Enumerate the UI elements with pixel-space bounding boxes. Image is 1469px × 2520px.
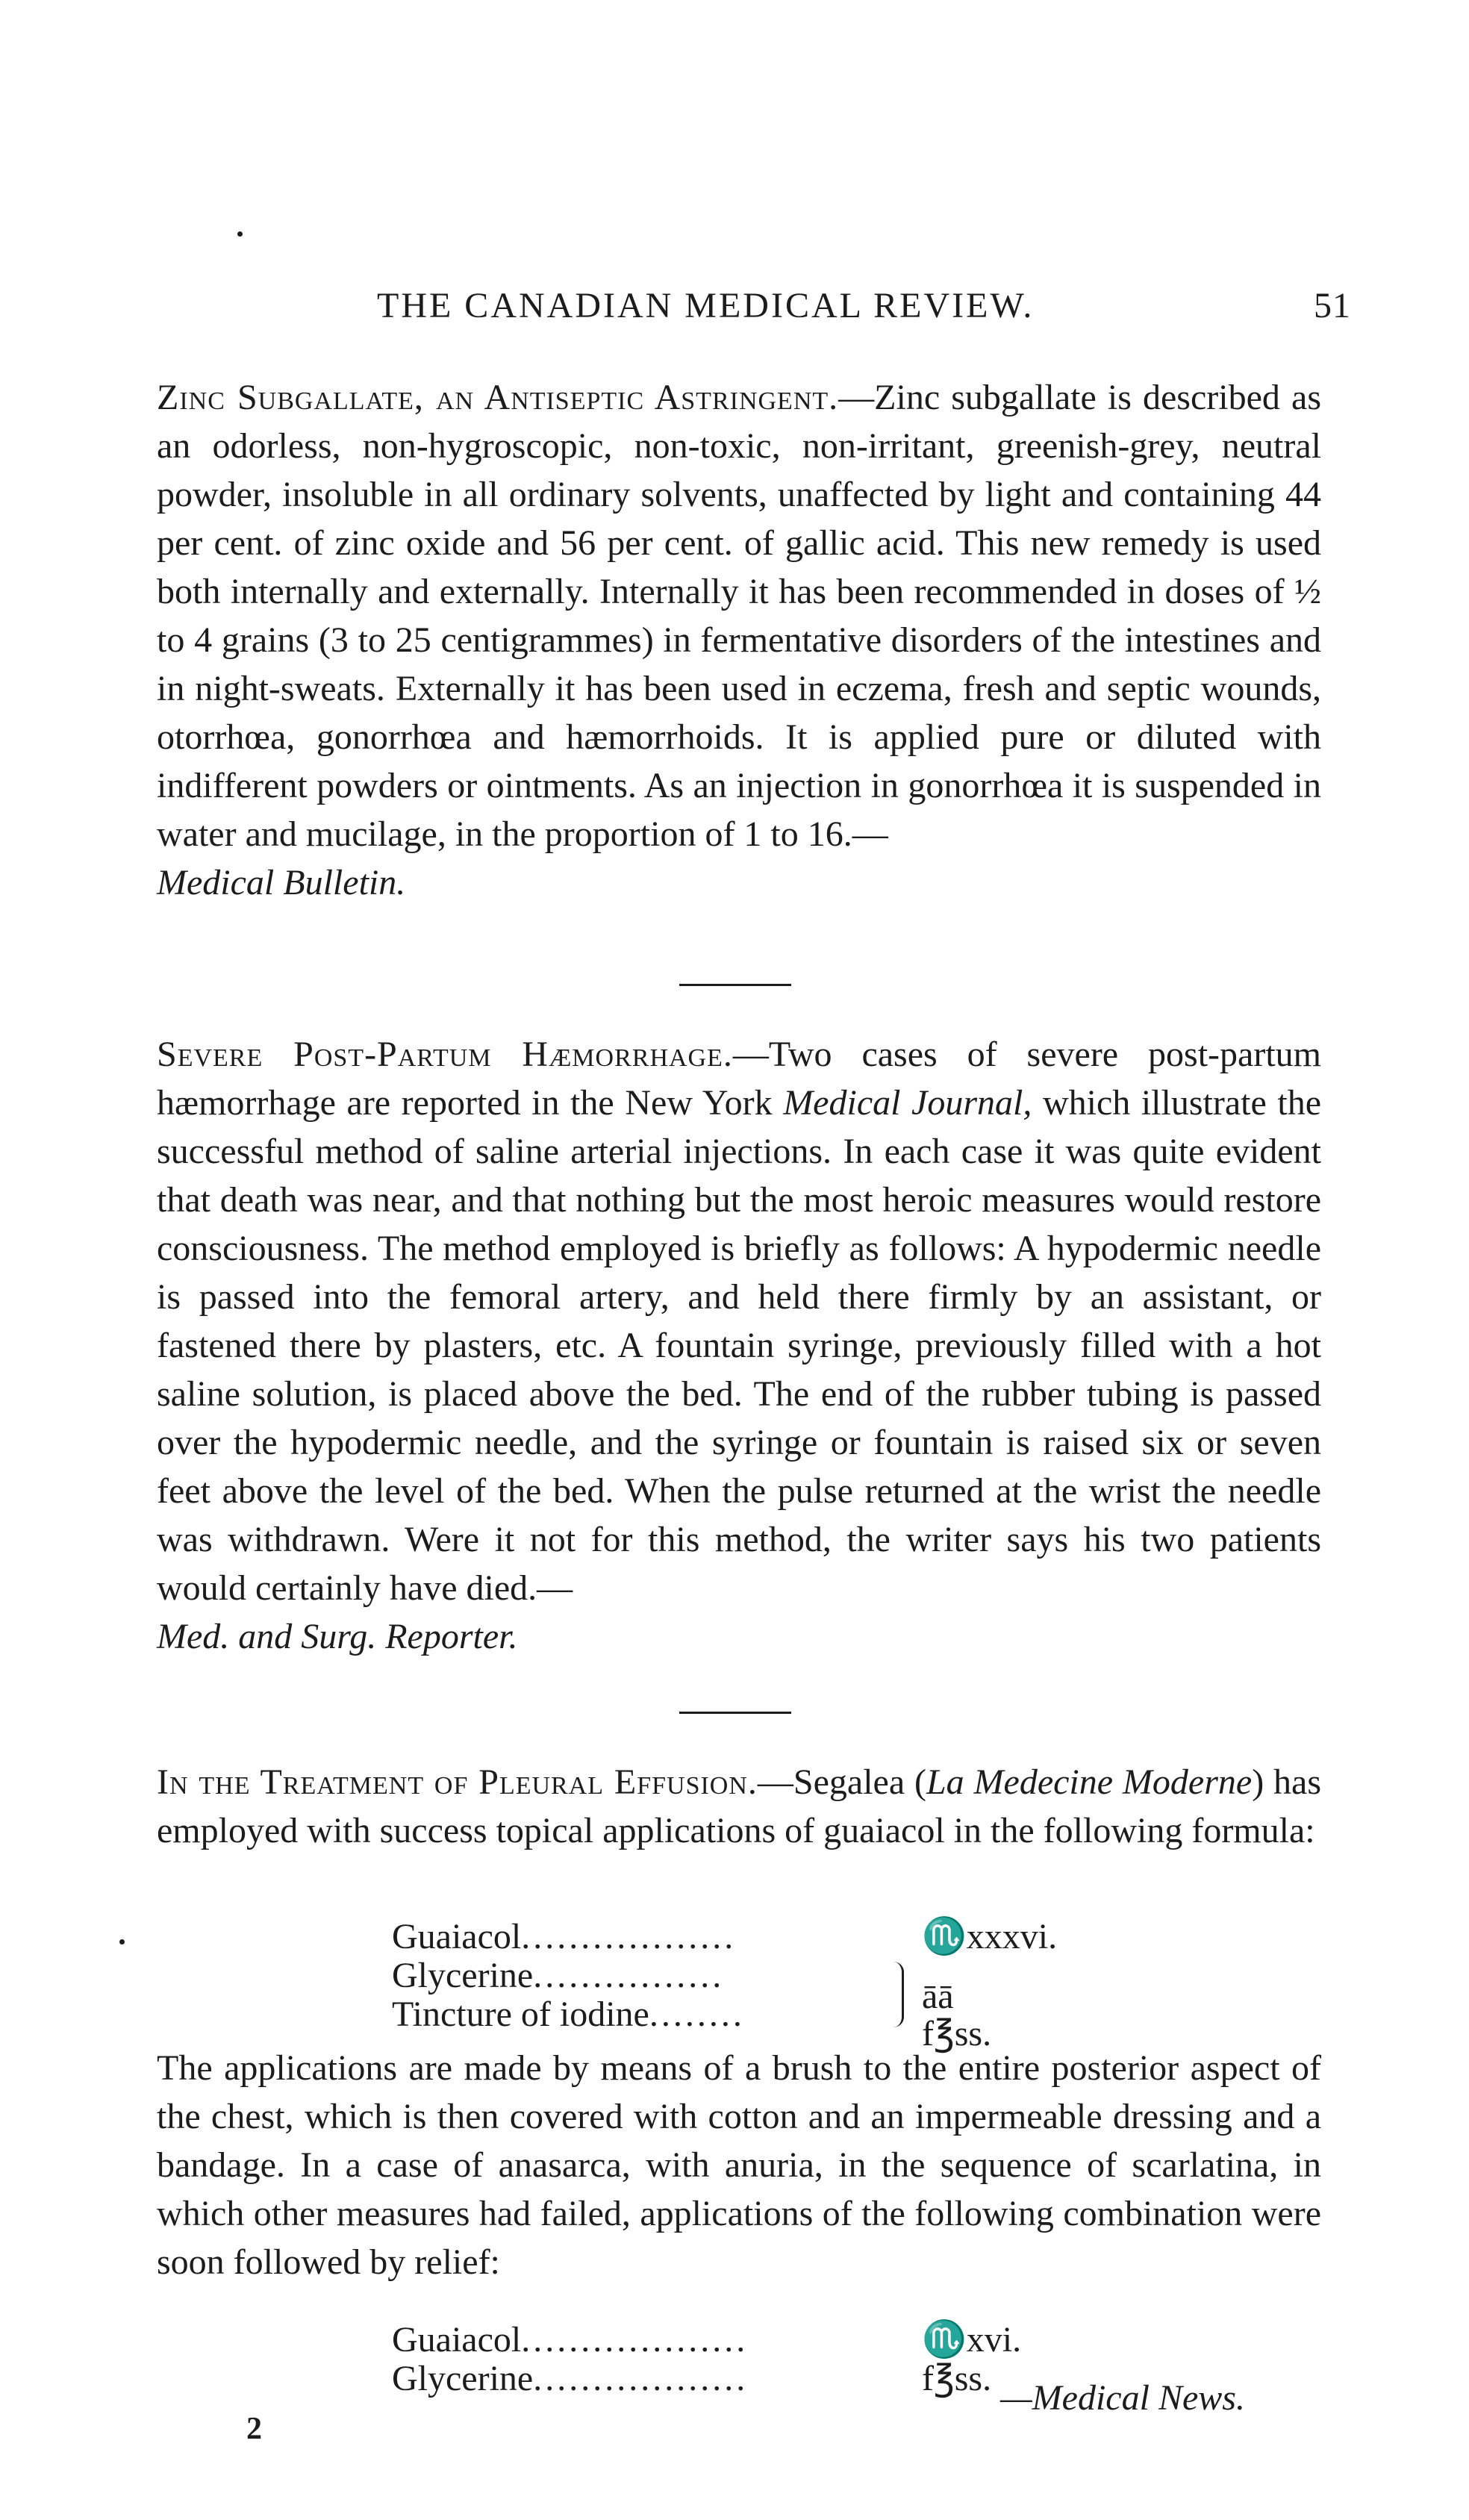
article-paragraph: The applications are made by means of a brush to the entire posterior aspect of the chest, which is then covered with cotton and an impermeable dressing and a bandage. In a case of anasarca, with anuria, in the sequence of scarlatina, in which other measures had failed, applications of the following combination were soon followed by relief: xyxy=(157,2048,1321,2282)
formula-row: Glycerine................ xyxy=(392,1956,725,1995)
formula-row: Guaiacol.................. ♏xxxvi. xyxy=(392,1917,1058,1956)
page-number: 51 xyxy=(1314,286,1351,325)
article-body: ) has employed with success topical applications of guaiacol in the following formula: xyxy=(157,1762,1321,1850)
brace xyxy=(888,1962,904,2027)
formula-amount: ♏xxxvi. xyxy=(922,1917,1058,1956)
article-source: —Medical News. xyxy=(1000,2378,1245,2418)
article-source: Medical Bulletin. xyxy=(157,863,406,902)
formula-table xyxy=(392,1917,1058,2053)
article-post-partum xyxy=(157,1030,1321,1661)
article-title: Severe Post-Partum Hæmorrhage. xyxy=(157,1035,733,1074)
article-title: In the Treatment of Pleural Effusion. xyxy=(157,1762,758,1802)
article-paragraph xyxy=(157,1030,1321,1612)
speck-mark xyxy=(119,1939,125,1944)
signature-mark: 2 xyxy=(246,2412,262,2446)
formula-row: Glycerine.................. f℥ss. xyxy=(392,2359,992,2398)
section-divider xyxy=(679,984,791,986)
article-paragraph xyxy=(157,373,1321,858)
article-zinc-subgallate xyxy=(157,373,1321,907)
formula-shared-amount: āā f℥ss. xyxy=(922,1977,992,2053)
article-body: which illustrate the successful method of saline arterial injections. In each case it was quite evident that death was near, and that nothing but the most heroic measures would restore consciousness. The method employed is briefly as follows: A hypodermic needle is passed into the femoral artery, and held there firmly by an assistant, or fastened there by plasters, etc. A fountain syringe, previously filled with a hot saline solution, is placed above the bed. The end of the rubber tubing is passed over the hypodermic needle, and the syringe or fountain is raised six or seven feet above the level of the bed. When the pulse returned at the wrist the needle was withdrawn. Were it not for this method, the writer says his two patients would certainly have died.— xyxy=(157,1083,1322,1608)
running-title: THE CANADIAN MEDICAL REVIEW. xyxy=(377,286,1035,325)
formula-amount: ♏xvi. xyxy=(922,2320,1022,2360)
speck-mark xyxy=(237,231,243,237)
article-source: Med. and Surg. Reporter. xyxy=(157,1617,518,1656)
formula-table xyxy=(392,2320,1022,2399)
article-paragraph xyxy=(157,1758,1321,1855)
article-pleural-effusion xyxy=(157,1758,1321,1855)
formula-amount: f℥ss. xyxy=(922,2359,992,2398)
article-body: —Two cases of severe post-partum hæmorrhage are reported in the New York xyxy=(157,1035,1321,1123)
article-continuation xyxy=(157,2044,1321,2286)
running-header xyxy=(377,284,1351,328)
journal-name: La Medecine Moderne xyxy=(926,1762,1253,1802)
formula-row: Tincture of iodine........ xyxy=(392,1995,745,2034)
section-divider xyxy=(679,1712,791,1714)
formula-row: Guaiacol................... ♏xvi. xyxy=(392,2320,1022,2360)
article-body: —Segalea ( xyxy=(757,1762,926,1802)
article-title: Zinc Subgallate, an Antiseptic Astringent. xyxy=(157,378,839,417)
article-body: —Zinc subgallate is described as an odorless, non-hygroscopic, non-toxic, non-irritant, greenish-grey, neutral powder, insoluble in all ordinary solvents, unaffected by light and containing 44 per cent. of zinc oxide and 56 per cent. of gallic acid. This new remedy is used both internally and externally. Internally it has been recommended in doses of ½ to 4 grains (3 to 25 centigrammes) in fermentative disorders of the intestines and in night-sweats. Externally it has been used in eczema, fresh and septic wounds, otorrhœa, gonorrhœa and hæmorrhoids. It is applied pure or diluted with indifferent powders or ointments. As an injection in gonorrhœa it is suspended in water and mucilage, in the proportion of 1 to 16.— xyxy=(157,378,1321,854)
journal-name: Medical Journal, xyxy=(783,1083,1032,1123)
